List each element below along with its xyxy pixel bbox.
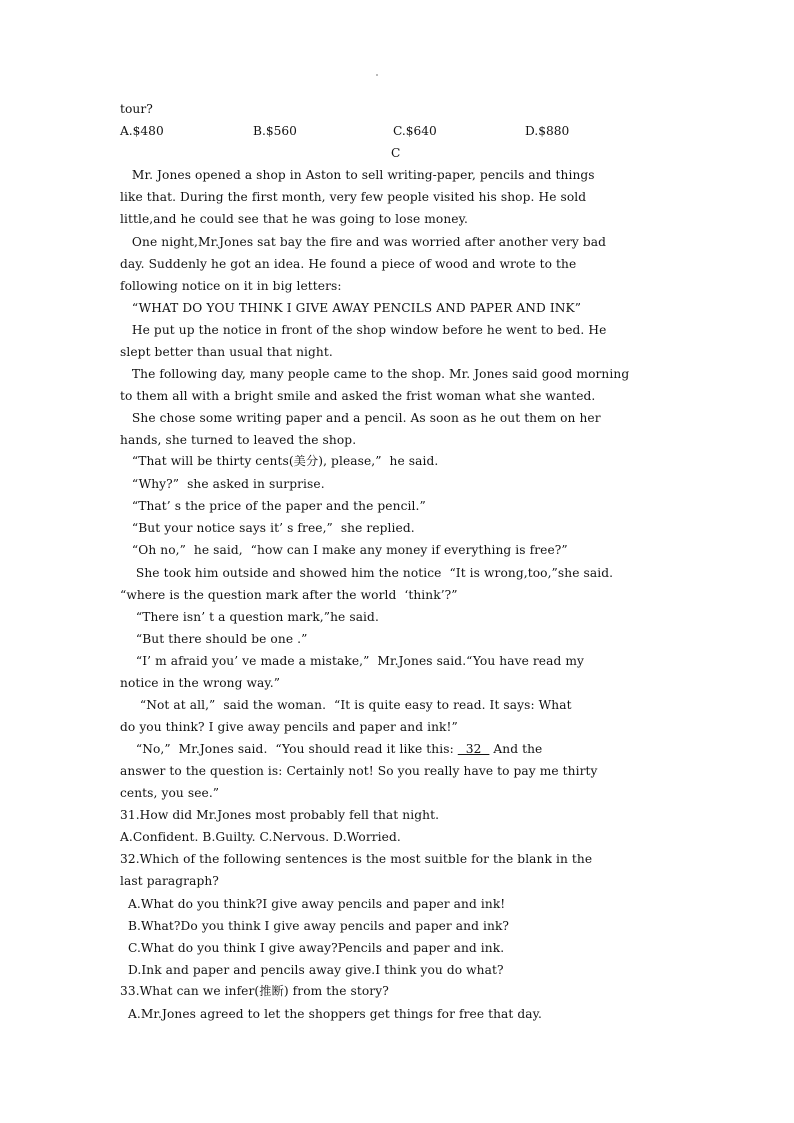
text-line: slept better than usual that night. xyxy=(120,345,333,359)
blank-32: 32 xyxy=(457,742,490,756)
option-d: D.Ink and paper and pencils away give.I think you do what? xyxy=(120,963,504,977)
text-line: She took him outside and showed him the notice “It is wrong,too,”she said. xyxy=(120,566,614,580)
text-line: “where is the question mark after the world ‘think’?” xyxy=(120,588,458,602)
text-line: like that. During the first month, very few people visited his shop. He sold xyxy=(120,190,587,204)
option-c: C.$640 xyxy=(393,124,437,138)
text-line: Mr. Jones opened a shop in Aston to sell writing-paper, pencils and things xyxy=(120,168,595,182)
text-line: “There isn’ t a question mark,”he said. xyxy=(120,610,379,624)
question-32: 32.Which of the following sentences is the most suitble for the blank in the xyxy=(120,852,593,866)
text-line: “But your notice says it’ s free,” she replied. xyxy=(120,521,415,535)
text-line: to them all with a bright smile and asked the frist woman what she wanted. xyxy=(120,389,596,403)
text-line: “But there should be one .” xyxy=(120,632,308,646)
text-line: do you think? I give away pencils and paper and ink!” xyxy=(120,720,458,734)
option-d: D.$880 xyxy=(525,124,570,138)
question-31-options: A.Confident. B.Guilty. C.Nervous. D.Worried. xyxy=(120,830,401,844)
section-heading: C xyxy=(391,146,401,160)
text-line: He put up the notice in front of the shop window before he went to bed. He xyxy=(120,323,607,337)
text-span: And the xyxy=(489,742,543,756)
question-32-cont: last paragraph? xyxy=(120,874,219,888)
question-31: 31.How did Mr.Jones most probably fell that night. xyxy=(120,808,440,822)
question-33: 33.What can we infer(推断) from the story? xyxy=(120,984,389,998)
option-a: A.$480 xyxy=(120,124,164,138)
option-a: A.Mr.Jones agreed to let the shoppers get things for free that day. xyxy=(120,1007,542,1021)
text-line: “That will be thirty cents(美分), please,” he said. xyxy=(120,454,439,468)
text-line: little,and he could see that he was going to lose money. xyxy=(120,212,468,226)
text-line: following notice on it in big letters: xyxy=(120,279,342,293)
text-line: “I’ m afraid you’ ve made a mistake,” Mr.Jones said.“You have read my xyxy=(120,654,584,668)
option-b: B.What?Do you think I give away pencils and paper and ink? xyxy=(120,919,510,933)
page-mark xyxy=(376,74,378,76)
text-line: answer to the question is: Certainly not! So you really have to pay me thirty xyxy=(120,764,598,778)
text-line: “WHAT DO YOU THINK I GIVE AWAY PENCILS AND PAPER AND INK” xyxy=(120,301,582,315)
text-line: She chose some writing paper and a pencil. As soon as he out them on her xyxy=(120,411,601,425)
text-line: “Why?” she asked in surprise. xyxy=(120,477,325,491)
text-line: day. Suddenly he got an idea. He found a piece of wood and wrote to the xyxy=(120,257,577,271)
text-span: “No,” Mr.Jones said. “You should read it like this: xyxy=(120,742,458,756)
text-line: “Oh no,” he said, “how can I make any money if everything is free?” xyxy=(120,543,568,557)
text-line: cents, you see.” xyxy=(120,786,220,800)
text-line: notice in the wrong way.” xyxy=(120,676,281,690)
text-line: tour? xyxy=(120,102,153,116)
text-line: The following day, many people came to the shop. Mr. Jones said good morning xyxy=(120,367,630,381)
text-line: “That’ s the price of the paper and the pencil.” xyxy=(120,499,426,513)
text-line: One night,Mr.Jones sat bay the fire and was worried after another very bad xyxy=(120,235,607,249)
text-line: “Not at all,” said the woman. “It is quite easy to read. It says: What xyxy=(120,698,572,712)
text-line xyxy=(120,742,542,756)
option-b: B.$560 xyxy=(253,124,297,138)
option-a: A.What do you think?I give away pencils and paper and ink! xyxy=(120,897,506,911)
option-c: C.What do you think I give away?Pencils and paper and ink. xyxy=(120,941,505,955)
text-line: hands, she turned to leaved the shop. xyxy=(120,433,357,447)
